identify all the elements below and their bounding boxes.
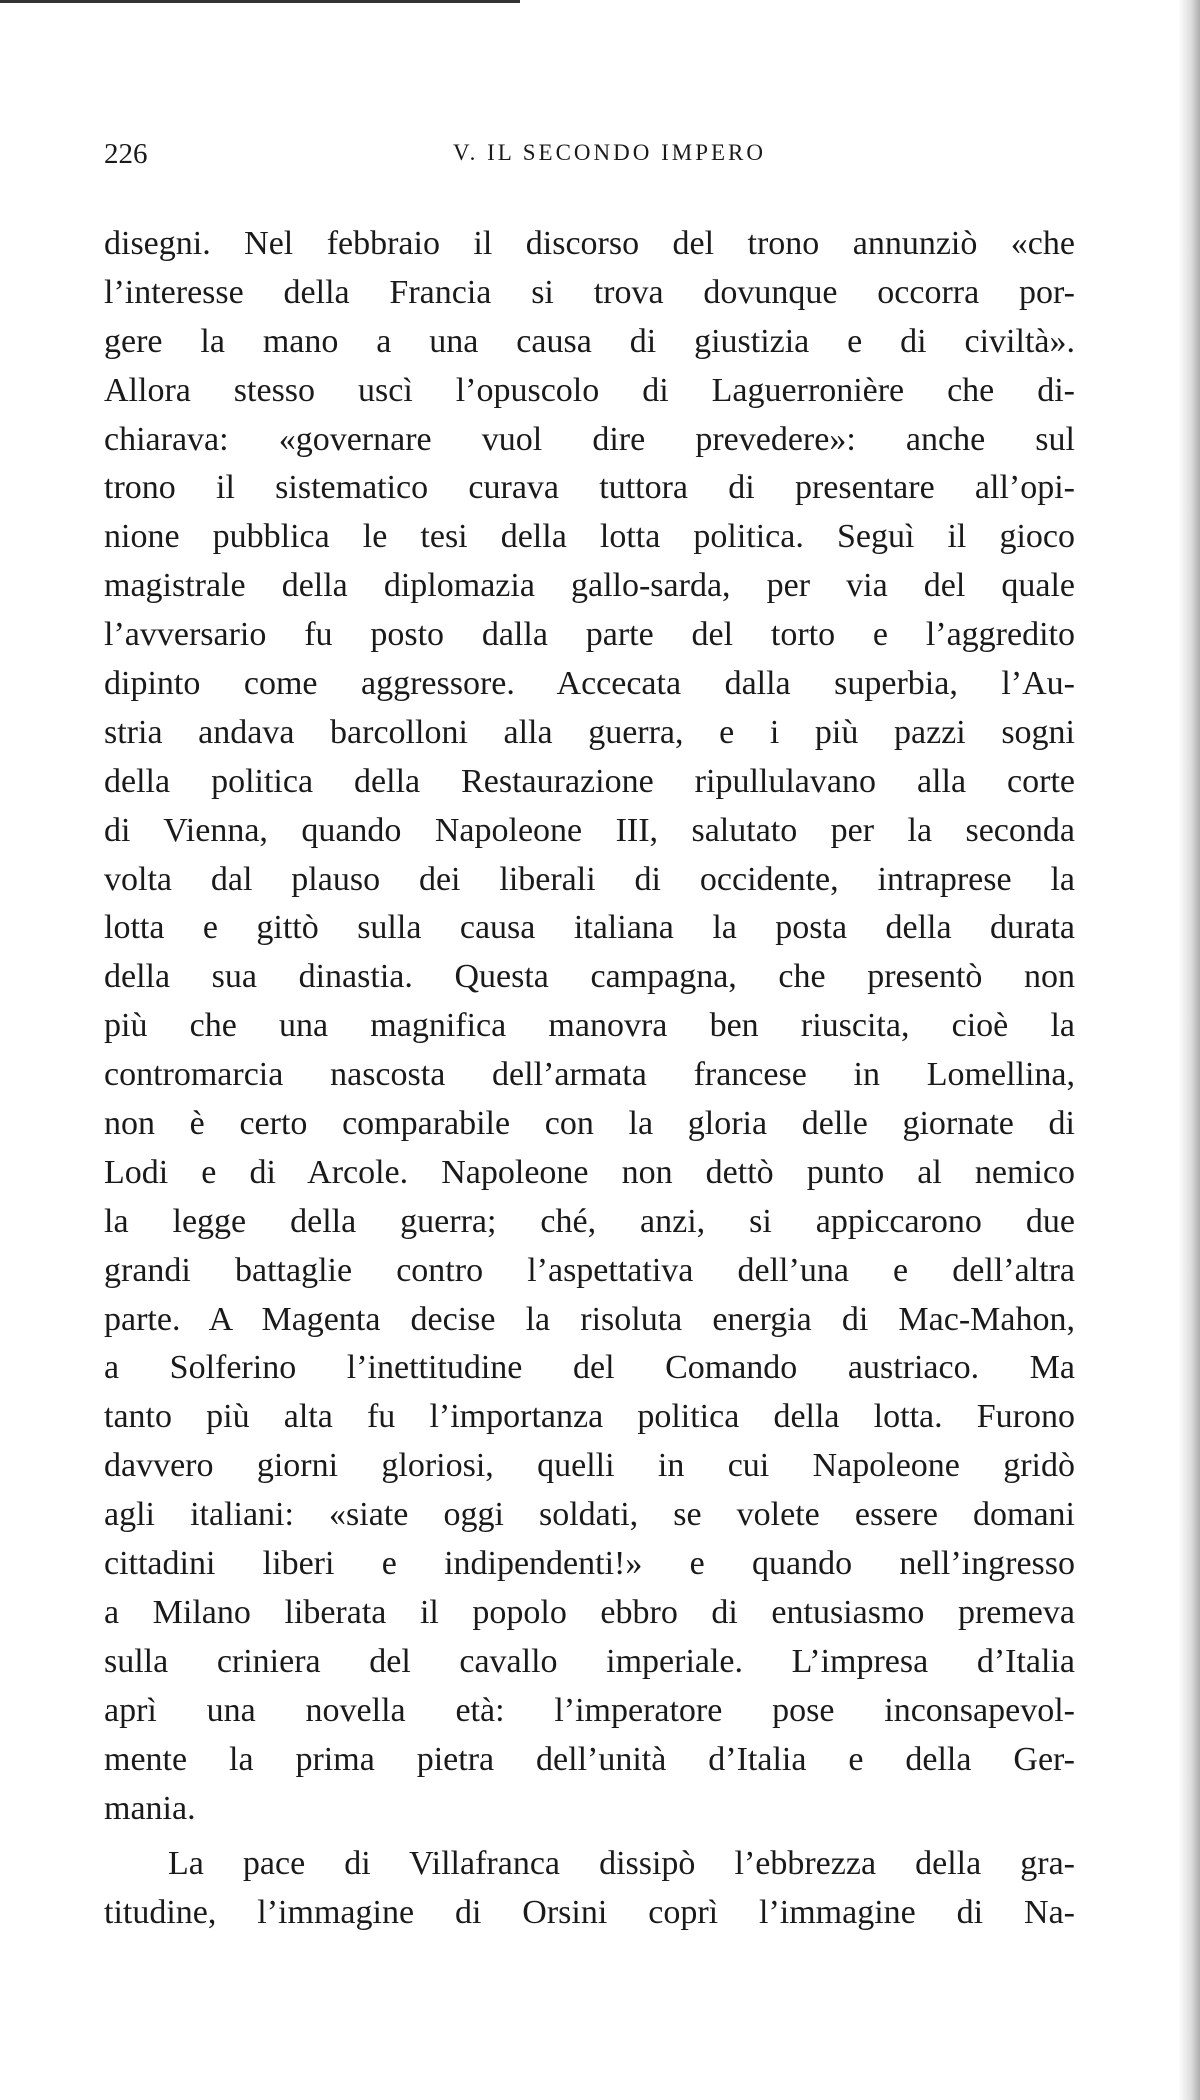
text-line: non è certo comparabile con la gloria delle giornate di (104, 1105, 1075, 1143)
text-line: stria andava barcolloni alla guerra, e i più pazzi sogni (104, 713, 1075, 751)
page-number: 226 (104, 138, 148, 170)
text-line: parte. A Magenta decise la risoluta energia di Mac-Mahon, (104, 1300, 1075, 1338)
text-line: l’avversario fu posto dalla parte del torto e l’aggredito (104, 616, 1075, 654)
text-line: aprì una novella età: l’imperatore pose inconsapevol- (104, 1691, 1075, 1729)
text-line: Allora stesso uscì l’opuscolo di Laguerronière che di- (104, 371, 1075, 409)
text-line: sulla criniera del cavallo imperiale. L’impresa d’Italia (104, 1642, 1075, 1680)
text-line: tanto più alta fu l’importanza politica della lotta. Furono (104, 1398, 1075, 1436)
text-line: agli italiani: «siate oggi soldati, se volete essere domani (104, 1496, 1075, 1534)
text-line: volta dal plauso dei liberali di occidente, intraprese la (104, 860, 1075, 898)
text-line: della politica della Restaurazione ripullulavano alla corte (104, 762, 1075, 800)
text-line: grandi battaglie contro l’aspettativa dell’una e dell’altra (104, 1251, 1075, 1289)
scan-page-edge (1178, 0, 1200, 2100)
text-line: la legge della guerra; ché, anzi, si appiccarono due (104, 1202, 1075, 1240)
text-line: nione pubblica le tesi della lotta politica. Seguì il gioco (104, 518, 1075, 556)
running-title: V. IL SECONDO IMPERO (452, 140, 767, 165)
text-line: cittadini liberi e indipendenti!» e quando nell’ingresso (104, 1545, 1075, 1583)
text-line: più che una magnifica manovra ben riuscita, cioè la (104, 1007, 1075, 1045)
text-line: trono il sistematico curava tuttora di presentare all’opi- (104, 469, 1075, 507)
scan-top-rule (0, 0, 520, 3)
text-line: Lodi e di Arcole. Napoleone non dettò punto al nemico (104, 1153, 1075, 1191)
text-line: lotta e gittò sulla causa italiana la posta della durata (104, 909, 1075, 947)
text-line: l’interesse della Francia si trova dovunque occorra por- (104, 273, 1075, 311)
text-line: della sua dinastia. Questa campagna, che presentò non (104, 958, 1075, 996)
text-line: di Vienna, quando Napoleone III, salutato per la seconda (104, 811, 1075, 849)
body-text (104, 220, 1075, 1938)
text-line: dipinto come aggressore. Accecata dalla superbia, l’Au- (104, 665, 1075, 703)
text-line: a Milano liberata il popolo ebbro di entusiasmo premeva (104, 1593, 1075, 1631)
text-line: mania. (104, 1789, 196, 1827)
page-header (104, 138, 1075, 178)
text-line: davvero giorni gloriosi, quelli in cui Napoleone gridò (104, 1447, 1075, 1485)
text-line: titudine, l’immagine di Orsini coprì l’immagine di Na- (104, 1894, 1075, 1932)
text-line: chiarava: «governare vuol dire prevedere»: anche sul (104, 420, 1075, 458)
text-line: disegni. Nel febbraio il discorso del trono annunziò «che (104, 225, 1075, 262)
text-line: a Solferino l’inettitudine del Comando austriaco. Ma (104, 1349, 1075, 1387)
text-line: contromarcia nascosta dell’armata francese in Lomellina, (104, 1056, 1075, 1094)
text-line: gere la mano a una causa di giustizia e di civiltà». (104, 322, 1075, 360)
text-line: mente la prima pietra dell’unità d’Italia e della Ger- (104, 1740, 1075, 1778)
text-line: La pace di Villafranca dissipò l’ebbrezza della gra- (168, 1845, 1075, 1883)
text-line: magistrale della diplomazia gallo-sarda, per via del quale (104, 567, 1075, 605)
